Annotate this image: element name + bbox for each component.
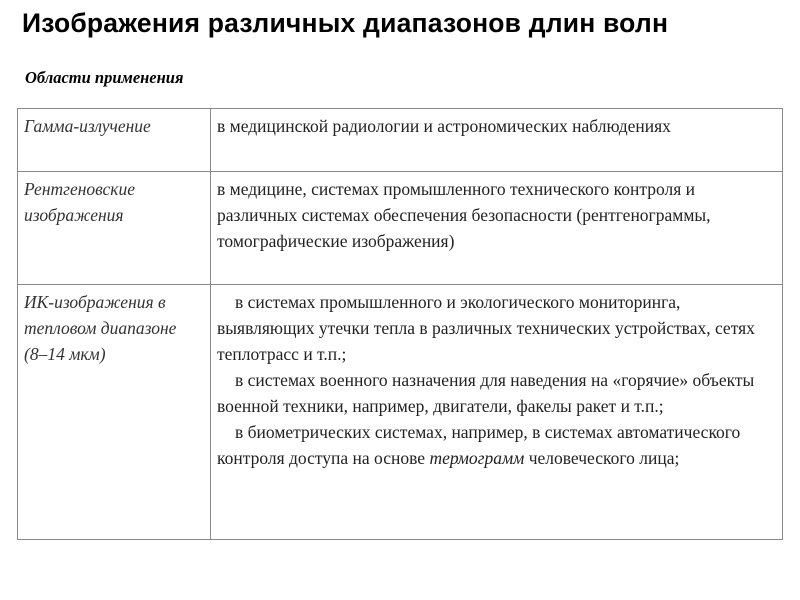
list-item-text: человеческого лица; [528,448,680,468]
row-label-infrared: ИК-изображения в тепловом диапазоне (8–14 мкм) [18,285,211,540]
list-item: в системах военного назначения для наведения на «горячие» объекты военной техники, например, двигатели, факелы ракет и т.п.; [217,370,755,416]
table-row [18,172,783,285]
row-label-gamma: Гамма-излучение [18,109,211,172]
row-text-xray: в медицине, системах промышленного технического контроля и различных системах обеспечения безопасности (рентгенограммы, томографические изображения) [211,172,783,285]
list-item-text: в биометрических системах, например, в системах автоматического контроля доступа на основе [217,422,741,468]
page-title: Изображения различных диапазонов длин волн [22,8,669,38]
list-item [217,419,776,471]
row-text-gamma: в медицинской радиологии и астрономических наблюдениях [211,109,783,172]
table-row [18,109,783,172]
list-item: в системах промышленного и экологического мониторинга, выявляющих утечки тепла в различных технических устройствах, сетях теплотрасс и т.п.; [217,292,755,364]
table-row [18,285,783,540]
row-label-xray: Рентгеновские изображения [18,172,211,285]
applications-table [17,108,783,540]
section-subtitle: Области применения [25,68,184,87]
row-text-infrared [211,285,783,540]
emphasized-term: термограмм [429,448,525,468]
